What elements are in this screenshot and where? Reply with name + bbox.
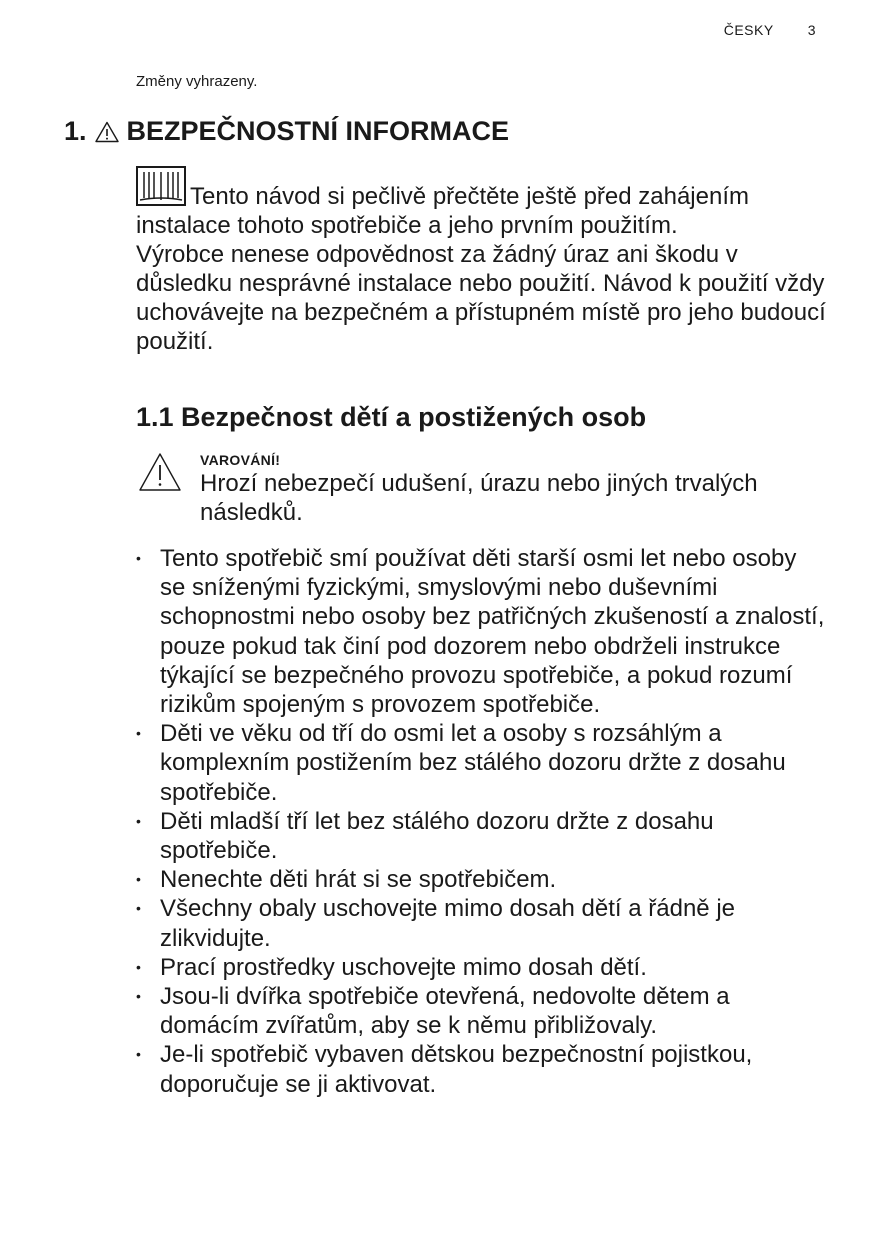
list-item: • Děti ve věku od tří do osmi let a osoby s rozsáhlým a komplexním postižením bez stálého dozoru držte z dosahu spotřebiče. (136, 720, 786, 806)
warning-triangle-icon (95, 121, 119, 143)
page-number: 3 (807, 22, 816, 38)
intro-text-1: Tento návod si pečlivě přečtěte ještě před zahájením instalace tohoto spotřebiče a jeho prvním použitím. (136, 183, 749, 239)
warning-triangle-icon (138, 452, 182, 492)
list-item: • Je-li spotřebič vybaven dětskou bezpečnostní pojistkou, doporučuje se ji aktivovat. (136, 1041, 753, 1098)
intro-text-2: Výrobce nenese odpovědnost za žádný úraz ani škodu v důsledku nesprávné instalace nebo použití. Návod k použití vždy uchovávejte na bezpečném a přístupném místě pro jeho budoucí použití. (136, 241, 826, 355)
intro-block (136, 166, 826, 356)
bullet-dot: • (136, 871, 141, 888)
list-item: • Všechny obaly uschovejte mimo dosah dětí a řádně je zlikvidujte. (136, 895, 736, 952)
bullet-dot: • (136, 958, 141, 975)
warning-message: Hrozí nebezpečí udušení, úrazu nebo jiných trvalých následků. (200, 470, 758, 526)
list-item: • Tento spotřebič smí používat děti starší osmi let nebo osoby se sníženými fyzickými, smyslovými nebo duševními schopnostmi nebo osoby bez patřičných zkušeností a znalostí, pouze pokud tak činí pod dozorem nebo obdrželi instrukce týkající se bezpečného provozu spotřebiče, a pokud rozumí rizikům spojeným s provozem spotřebiče. (136, 545, 825, 719)
language-label: ČESKY (723, 22, 774, 38)
section-heading (64, 116, 509, 147)
bullet-dot: • (136, 725, 141, 742)
list-item: • Děti mladší tří let bez stálého dozoru držte z dosahu spotřebiče. (136, 807, 714, 865)
safety-bullet-list (136, 544, 826, 1099)
list-item: • Nenechte děti hrát si se spotřebičem. (136, 866, 557, 894)
subsection-heading: 1.1 Bezpečnost dětí a postižených osob (136, 402, 647, 432)
section-number: 1. (64, 116, 87, 146)
bullet-dot: • (136, 1046, 141, 1063)
warning-label: VAROVÁNÍ! (200, 452, 281, 468)
bullet-dot: • (136, 900, 141, 917)
bullet-dot: • (136, 988, 141, 1005)
running-header (724, 22, 816, 38)
list-item: • Prací prostředky uschovejte mimo dosah dětí. (136, 953, 647, 981)
subtitle: Změny vyhrazeny. (136, 73, 258, 90)
warning-block (138, 450, 828, 527)
list-item: • Jsou-li dvířka spotřebiče otevřená, nedovolte dětem a domácím zvířatům, aby se k němu přibližovaly. (136, 983, 730, 1040)
section-title: BEZPEČNOSTNÍ INFORMACE (126, 116, 510, 146)
bullet-dot: • (136, 812, 141, 829)
bullet-dot: • (136, 550, 141, 566)
manual-book-icon (136, 166, 186, 206)
